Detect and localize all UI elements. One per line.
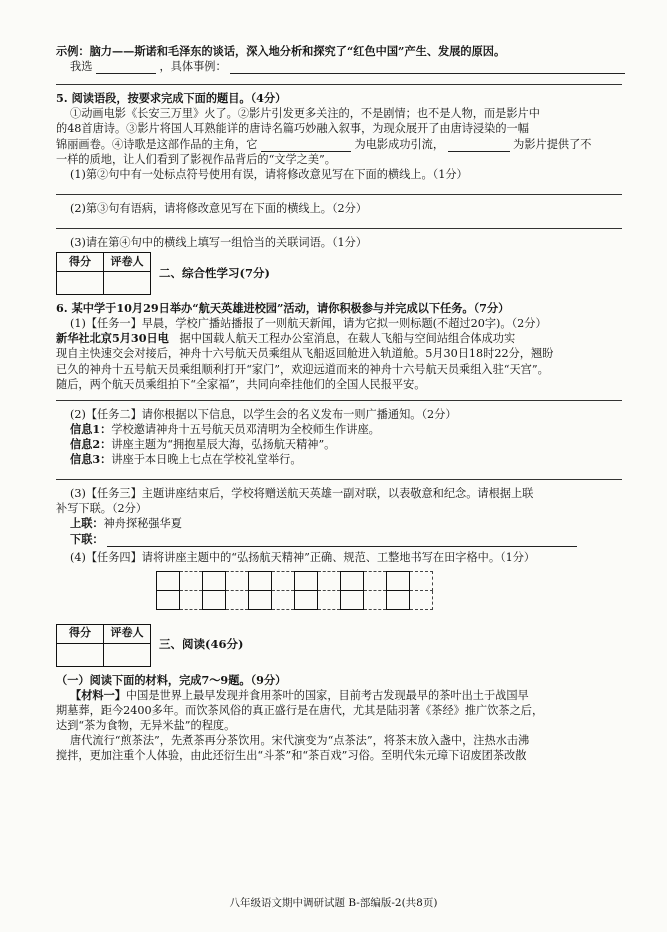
reviewer-cell[interactable] xyxy=(104,643,151,666)
grid-cell[interactable] xyxy=(157,590,180,609)
grid-cell[interactable] xyxy=(180,590,203,609)
reviewer-label: 评卷人 xyxy=(104,253,151,272)
grid-cell[interactable] xyxy=(203,590,226,609)
news-line: 已久的神舟十五号航天员乘组顺利打开“家门”，欢迎远道而来的神舟十六号航天员乘组入驻“天宫”。 xyxy=(56,362,549,376)
news-dateline: 新华社北京5月30日电 xyxy=(56,331,169,346)
q5-paragraph-line: ①动画电影《长安三万里》火了。②影片引发更多关注的，不是剧情；也不是人物，而是影片中 xyxy=(70,107,540,121)
news-line xyxy=(56,331,622,346)
upper-label: 上联： xyxy=(70,516,104,531)
section2-header xyxy=(56,252,622,295)
reviewer-label: 评卷人 xyxy=(104,624,151,643)
info-line xyxy=(56,437,622,452)
material1-label: 【材料一】 xyxy=(70,687,126,702)
score-cell[interactable] xyxy=(57,272,104,295)
grid-cell[interactable] xyxy=(249,571,272,590)
news-line: 现自主快速交会对接后，神舟十六号航天员乘组从飞船返回舱进入轨道舱。5月30日18时22分，翘盼 xyxy=(56,347,554,361)
score-box xyxy=(56,252,151,295)
choose-blank[interactable] xyxy=(96,61,156,74)
upper-text: 神舟探秘强华夏 xyxy=(103,517,182,531)
score-box xyxy=(56,624,151,667)
news-text: 据中国载人航天工程办公室消息，在载人飞船与空间站组合体成功实 xyxy=(179,332,516,346)
task2: (2)【任务二】请你根据以下信息，以学生会的名义发布一则广播通知。（2分） xyxy=(70,407,457,421)
q5-title: 5. 阅读语段，按要求完成下面的题目。（4分） xyxy=(56,91,287,106)
section3-header xyxy=(56,624,622,667)
grid-cell[interactable] xyxy=(295,571,318,590)
grid-cell[interactable] xyxy=(364,571,387,590)
connective-blank-2[interactable] xyxy=(448,139,510,152)
grid-cell[interactable] xyxy=(318,590,341,609)
grid-table[interactable] xyxy=(156,571,433,610)
news-line: 随后，两个航天员乘组拍下“全家福”，共同向牵挂他们的全国人民报平安。 xyxy=(56,377,426,391)
q5-paragraph-line xyxy=(56,137,622,152)
q5-paragraph-line: 一样的质地，让人们看到了影视作品背后的“文学之美”。 xyxy=(56,152,336,166)
q5-paragraph-line: 的48首唐诗。③影片将国人耳熟能详的唐诗名篇巧妙融入叙事，为现众展开了由唐诗浸染的一幅 xyxy=(56,122,529,136)
task3-line2: 补写下联。（2分） xyxy=(56,502,148,516)
grid-cell[interactable] xyxy=(272,590,295,609)
task1: (1)【任务一】早晨，学校广播站播报了一则航天新闻，请为它拟一则标题(不超过20字)。（2分） xyxy=(70,317,547,331)
material-line: 唐代流行“煎茶法”，先煮茶再分茶饮用。宋代演变为“点茶法”，将茶末放入盏中，注热水击沸 xyxy=(70,734,530,748)
answer-line[interactable] xyxy=(56,479,622,480)
material-text: 中国是世界上最早发现并食用茶叶的国家，目前考古发现最早的茶叶出土于战国早 xyxy=(125,688,529,702)
grid-cell[interactable] xyxy=(318,571,341,590)
q5-p3-c: 为影片提供了不 xyxy=(513,137,592,151)
grid-cell[interactable] xyxy=(180,571,203,590)
answer-line[interactable] xyxy=(56,400,622,401)
q5-p3-b: 为电影成功引流， xyxy=(354,137,445,151)
task3-line1: (3)【任务三】主题讲座结束后，学校将赠送航天英雄一副对联，以表敬意和纪念。请根据上联 xyxy=(70,487,534,501)
q5-sub3: (3)请在第④句中的横线上填写一组恰当的关联词语。（1分） xyxy=(70,235,368,249)
q5-sub2: (2)第③句有语病，请将修改意见写在下面的横线上。（2分） xyxy=(70,201,368,215)
info3-text: 讲座于本日晚上七点在学校礼堂举行。 xyxy=(111,453,302,467)
info-line xyxy=(56,422,622,437)
info1-text: 学校邀请神舟十五号航天员邓清明为全校师生作讲座。 xyxy=(111,422,380,436)
grid-cell[interactable] xyxy=(341,590,364,609)
connective-blank-1[interactable] xyxy=(261,139,351,152)
grid-cell[interactable] xyxy=(203,571,226,590)
choose-prefix: 我选 xyxy=(70,60,93,74)
info3-label: 信息3： xyxy=(70,452,112,467)
material-line xyxy=(56,688,622,703)
score-label: 得分 xyxy=(57,624,104,643)
choose-mid: ，具体事例： xyxy=(159,60,227,74)
choose-line xyxy=(56,59,622,74)
lower-label: 下联： xyxy=(70,531,104,546)
grid-cell[interactable] xyxy=(341,571,364,590)
exam-page xyxy=(56,44,622,763)
info2-label: 信息2： xyxy=(70,436,112,451)
material-line: 达到“茶为食物，无异米盐”的程度。 xyxy=(56,719,236,733)
material-line: 搅拌，更加注重个人体验，由此还衍生出“斗茶”和“茶百戏”习俗。至明代朱元璋下诏废团茶改散 xyxy=(56,749,527,763)
info1-label: 信息1： xyxy=(70,421,112,436)
answer-line[interactable] xyxy=(56,84,622,85)
section2-title: 二、综合性学习(7分) xyxy=(159,265,270,280)
grid-cell[interactable] xyxy=(157,571,180,590)
material-line: 期墓葬，距今2400多年。而饮茶风俗的真正盛行是在唐代，尤其是陆羽著《茶经》推广饮茶之后， xyxy=(56,703,544,717)
tianzige-grid[interactable] xyxy=(156,571,622,610)
score-label: 得分 xyxy=(57,253,104,272)
reading1-title: （一）阅读下面的材料，完成7～9题。（9分） xyxy=(56,672,287,687)
answer-line[interactable] xyxy=(56,228,622,229)
info2-text: 讲座主题为“拥抱星辰大海，弘扬航天精神”。 xyxy=(111,437,336,451)
grid-cell[interactable] xyxy=(249,590,272,609)
lower-couplet xyxy=(56,532,622,547)
grid-cell[interactable] xyxy=(226,571,249,590)
grid-cell[interactable] xyxy=(272,571,295,590)
grid-cell[interactable] xyxy=(410,571,433,590)
q6-title: 6. 某中学于10月29日举办“航天英雄进校园”活动，请你积极参与并完成以下任务。（7分） xyxy=(56,301,510,316)
grid-cell[interactable] xyxy=(410,590,433,609)
example-line: 示例：脑力——斯诺和毛泽东的谈话，深入地分析和探究了“红色中国”产生、发展的原因。 xyxy=(56,44,506,58)
grid-cell[interactable] xyxy=(387,590,410,609)
upper-couplet xyxy=(56,516,622,531)
info-line xyxy=(56,452,622,467)
grid-cell[interactable] xyxy=(226,590,249,609)
task4: (4)【任务四】请将讲座主题中的“弘扬航天精神”正确、规范、工整地书写在田字格中。（1分） xyxy=(70,550,536,564)
grid-cell[interactable] xyxy=(387,571,410,590)
q5-sub1: (1)第②句中有一处标点符号使用有误，请将修改意见写在下面的横线上。（1分） xyxy=(70,167,468,181)
grid-cell[interactable] xyxy=(364,590,387,609)
grid-cell[interactable] xyxy=(295,590,318,609)
section3-title: 三、阅读(46分) xyxy=(159,637,244,652)
example-blank[interactable] xyxy=(230,61,625,74)
score-cell[interactable] xyxy=(57,643,104,666)
answer-line[interactable] xyxy=(56,194,622,195)
reviewer-cell[interactable] xyxy=(104,272,151,295)
lower-couplet-blank[interactable] xyxy=(107,534,577,547)
page-footer: 八年级语文期中调研试题 B-部编版-2(共8页) xyxy=(229,897,438,909)
q5-p3-a: 锦丽画卷。④诗歌是这部作品的主角，它 xyxy=(56,137,258,151)
